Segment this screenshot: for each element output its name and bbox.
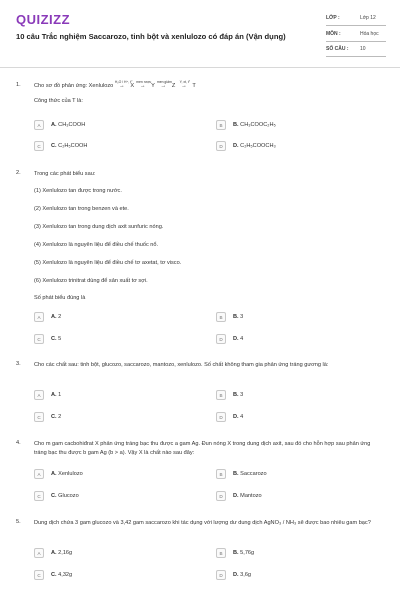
option-a[interactable]: [34, 469, 184, 481]
meta-class: [326, 12, 386, 26]
option-text: A. CH₃COOH: [51, 122, 86, 128]
option-badge: B: [216, 120, 226, 130]
option-a[interactable]: [34, 548, 184, 560]
option-badge: D: [216, 412, 226, 422]
chain-item: Y: [151, 83, 155, 89]
arrow-label: Y, xt, t°: [179, 80, 191, 84]
option-c[interactable]: [34, 491, 184, 503]
option-c[interactable]: [34, 141, 184, 153]
statement: (1) Xenlulozo tan được trong nước.: [34, 188, 122, 194]
option-d[interactable]: [216, 570, 366, 582]
option-text: C. 5: [51, 336, 62, 342]
option-badge: B: [216, 469, 226, 479]
meta-subject: [326, 28, 386, 42]
option-b[interactable]: [216, 548, 366, 560]
arrow-label: men rượu: [136, 80, 152, 84]
reaction-arrow: Y, xt, t° →: [177, 82, 191, 91]
option-a[interactable]: [34, 312, 184, 324]
statement: (6) Xenlulozo trinitrat dùng để sản xuất tơ sợi.: [34, 278, 148, 284]
option-badge: B: [216, 548, 226, 558]
chain-item: X: [130, 83, 135, 89]
option-badge: C: [34, 412, 44, 422]
statement: (5) Xenlulozo là nguyên liệu để điều chế tơ axetat, tơ visco.: [34, 260, 182, 266]
option-d[interactable]: [216, 412, 366, 424]
reaction-arrow: men giấm →: [156, 80, 172, 89]
option-text: B. 3: [233, 392, 244, 398]
option-badge: C: [34, 570, 44, 580]
question-number: 4.: [16, 440, 21, 446]
option-text: D. Mantozo: [233, 493, 262, 499]
question-text: Cho m gam cacbohiđrat X phản ứng tráng bạc thu được a gam Ag. Đun nóng X trong dung dịch axit, sau đó cho hỗn hợp sau phản ứng tráng bạc thu được b gam Ag (b > a). Vậy X là chất nào sau đây:: [34, 441, 371, 456]
option-text: C. Glucozo: [51, 493, 79, 499]
option-badge: C: [34, 334, 44, 344]
statement: (3) Xenlulozo tan trong dung dịch axit sunfuric nóng.: [34, 224, 164, 230]
chain-item: T: [192, 83, 196, 89]
option-badge: A: [34, 390, 44, 400]
arrow-label: H₂O / H⁺, t°: [114, 80, 133, 84]
question-stem: Cho sơ đồ phản ứng: Xenlulozo: [34, 83, 114, 89]
option-text: A. 2: [51, 314, 62, 320]
option-badge: B: [216, 312, 226, 322]
option-a[interactable]: [34, 390, 184, 402]
option-text: C. C₂H₅COOH: [51, 143, 88, 149]
option-text: D. 4: [233, 414, 244, 420]
option-badge: D: [216, 141, 226, 151]
statement: (4) Xenlulozo là nguyên liệu để điều chế thuốc nổ.: [34, 242, 159, 248]
option-b[interactable]: [216, 390, 366, 402]
option-badge: D: [216, 570, 226, 580]
option-d[interactable]: [216, 141, 366, 153]
meta-class-key: LỚP :: [326, 15, 340, 21]
question-text: [34, 82, 384, 91]
question-text: Dung dịch chứa 3 gam glucozo và 3,42 gam saccarozo khi tác dụng với lượng dư dung dịch AgNO₃ / NH₃ sẽ được bao nhiêu gam bạc?: [34, 520, 371, 526]
question-number: 2.: [16, 170, 21, 176]
question-number: 5.: [16, 519, 21, 525]
question-text: Trong các phát biểu sau:: [34, 171, 96, 177]
page-header: [0, 0, 400, 68]
option-text: B. 3: [233, 314, 244, 320]
option-text: B. Saccarozo: [233, 471, 267, 477]
option-text: D. 4: [233, 336, 244, 342]
option-text: B. 5,76g: [233, 550, 255, 556]
option-text: A. 1: [51, 392, 62, 398]
option-text: A. 2,16g: [51, 550, 73, 556]
reaction-arrow: men rượu →: [136, 80, 152, 89]
option-text: A. Xenlulozo: [51, 471, 83, 477]
option-text: B. CH₃COOC₂H₅: [233, 122, 276, 128]
quizizz-logo: QUIZIZZ: [16, 12, 71, 27]
meta-count-value: 10: [360, 46, 366, 52]
option-d[interactable]: [216, 334, 366, 346]
option-b[interactable]: [216, 312, 366, 324]
option-badge: D: [216, 491, 226, 501]
option-d[interactable]: [216, 491, 366, 503]
chain-item: Z: [171, 83, 176, 89]
option-badge: B: [216, 390, 226, 400]
statement: (2) Xenlulozo tan trong benzen và ete.: [34, 206, 129, 212]
option-c[interactable]: [34, 334, 184, 346]
option-text: C. 2: [51, 414, 62, 420]
option-b[interactable]: [216, 120, 366, 132]
option-text: D. C₂H₅COOCH₃: [233, 143, 276, 149]
option-badge: A: [34, 120, 44, 130]
option-c[interactable]: [34, 570, 184, 582]
option-badge: A: [34, 548, 44, 558]
question-number: 1.: [16, 82, 21, 88]
option-text: D. 3,6g: [233, 572, 252, 578]
question-number: 3.: [16, 361, 21, 367]
option-b[interactable]: [216, 469, 366, 481]
option-badge: A: [34, 312, 44, 322]
option-badge: C: [34, 491, 44, 501]
document-title: 10 câu Trắc nghiệm Saccarozo, tinh bột và xenlulozo có đáp án (Vận dụng): [16, 32, 286, 41]
option-badge: C: [34, 141, 44, 151]
reaction-arrow: H₂O / H⁺, t° →: [114, 80, 133, 89]
question-text: Cho các chất sau: tinh bột, glucozo, saccarozo, mantozo, xenlulozo. Số chất không tham gia phản ứng tráng gương là:: [34, 362, 329, 368]
question-subtext: Công thức của T là:: [34, 98, 83, 104]
meta-subject-key: MÔN :: [326, 31, 341, 37]
option-a[interactable]: [34, 120, 184, 132]
option-badge: D: [216, 334, 226, 344]
arrow-label: men giấm: [156, 80, 172, 84]
option-c[interactable]: [34, 412, 184, 424]
option-badge: A: [34, 469, 44, 479]
meta-class-value: Lớp 12: [360, 15, 376, 21]
question-subtext: Số phát biểu đúng là: [34, 295, 86, 301]
meta-count-key: SỐ CÂU :: [326, 46, 349, 52]
header-divider: [0, 67, 400, 68]
option-text: C. 4,32g: [51, 572, 73, 578]
meta-subject-value: Hóa học: [360, 31, 379, 37]
meta-count: [326, 43, 386, 57]
